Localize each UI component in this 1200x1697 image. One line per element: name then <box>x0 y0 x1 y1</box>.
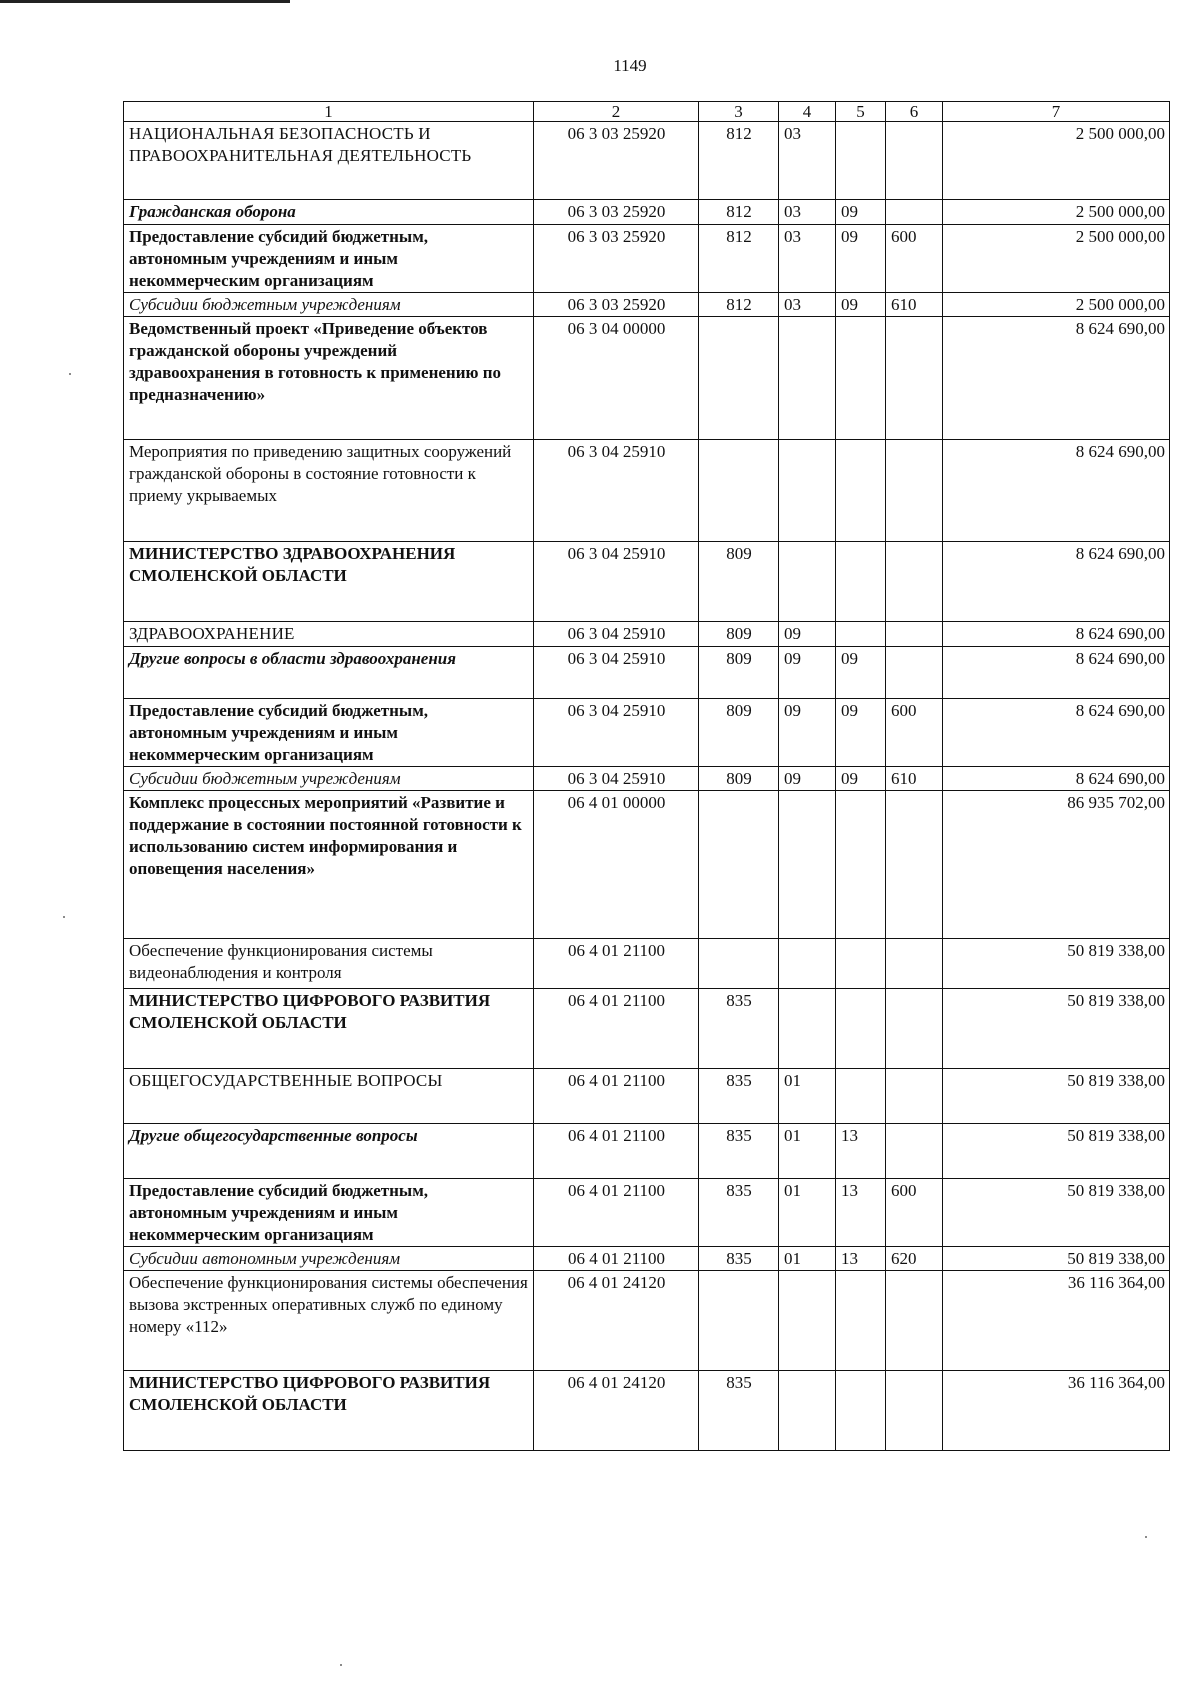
target-code: 06 3 03 25920 <box>534 200 699 225</box>
amount: 86 935 702,00 <box>943 791 1170 939</box>
row-name: МИНИСТЕРСТВО ЦИФРОВОГО РАЗВИТИЯ СМОЛЕНСКОЙ ОБЛАСТИ <box>124 1371 534 1451</box>
subsection-code <box>836 440 886 542</box>
section-code <box>779 317 836 440</box>
row-name: Предоставление субсидий бюджетным, автономным учреждениям и иным некоммерческим организациям <box>124 225 534 293</box>
target-code: 06 3 04 25910 <box>534 440 699 542</box>
subsection-code <box>836 939 886 989</box>
subsection-code <box>836 122 886 200</box>
row-name: НАЦИОНАЛЬНАЯ БЕЗОПАСНОСТЬ И ПРАВООХРАНИТЕЛЬНАЯ ДЕЯТЕЛЬНОСТЬ <box>124 122 534 200</box>
section-code: 01 <box>779 1247 836 1271</box>
budget-table <box>123 101 1170 1451</box>
target-code: 06 3 03 25920 <box>534 293 699 317</box>
table-header-row <box>124 102 1170 122</box>
row-name: ОБЩЕГОСУДАРСТВЕННЫЕ ВОПРОСЫ <box>124 1069 534 1124</box>
subsection-code <box>836 542 886 622</box>
section-code: 09 <box>779 647 836 699</box>
target-code: 06 3 04 25910 <box>534 542 699 622</box>
subsection-code: 09 <box>836 699 886 767</box>
column-header: 4 <box>779 102 836 122</box>
ministry-code: 835 <box>699 1124 779 1179</box>
column-header: 3 <box>699 102 779 122</box>
section-code: 09 <box>779 622 836 647</box>
section-code: 09 <box>779 699 836 767</box>
expense-type-code <box>886 1371 943 1451</box>
row-name: Другие общегосударственные вопросы <box>124 1124 534 1179</box>
section-code: 09 <box>779 767 836 791</box>
ministry-code: 812 <box>699 225 779 293</box>
subsection-code: 13 <box>836 1179 886 1247</box>
ministry-code <box>699 317 779 440</box>
ministry-code: 809 <box>699 699 779 767</box>
table-row <box>124 1179 1170 1247</box>
table-row <box>124 622 1170 647</box>
ministry-code: 809 <box>699 542 779 622</box>
section-code: 03 <box>779 225 836 293</box>
amount: 50 819 338,00 <box>943 1179 1170 1247</box>
expense-type-code <box>886 1069 943 1124</box>
section-code <box>779 1271 836 1371</box>
table-row <box>124 200 1170 225</box>
expense-type-code <box>886 440 943 542</box>
expense-type-code: 600 <box>886 225 943 293</box>
row-name: МИНИСТЕРСТВО ЗДРАВООХРАНЕНИЯ СМОЛЕНСКОЙ ОБЛАСТИ <box>124 542 534 622</box>
scan-speck <box>1145 1536 1147 1538</box>
subsection-code: 09 <box>836 767 886 791</box>
amount: 50 819 338,00 <box>943 1069 1170 1124</box>
column-header: 7 <box>943 102 1170 122</box>
ministry-code: 835 <box>699 1247 779 1271</box>
table-row <box>124 1271 1170 1371</box>
scan-edge-mark <box>0 0 290 3</box>
section-code: 01 <box>779 1179 836 1247</box>
expense-type-code: 610 <box>886 293 943 317</box>
column-header: 5 <box>836 102 886 122</box>
amount: 36 116 364,00 <box>943 1371 1170 1451</box>
section-code: 01 <box>779 1069 836 1124</box>
target-code: 06 4 01 21100 <box>534 1124 699 1179</box>
amount: 8 624 690,00 <box>943 622 1170 647</box>
subsection-code <box>836 1271 886 1371</box>
section-code <box>779 542 836 622</box>
subsection-code: 09 <box>836 647 886 699</box>
ministry-code: 812 <box>699 122 779 200</box>
expense-type-code <box>886 622 943 647</box>
ministry-code: 809 <box>699 767 779 791</box>
expense-type-code <box>886 647 943 699</box>
column-header: 6 <box>886 102 943 122</box>
target-code: 06 4 01 21100 <box>534 939 699 989</box>
table-row <box>124 1247 1170 1271</box>
ministry-code: 812 <box>699 293 779 317</box>
table-row <box>124 542 1170 622</box>
amount: 8 624 690,00 <box>943 699 1170 767</box>
amount: 2 500 000,00 <box>943 225 1170 293</box>
subsection-code: 09 <box>836 225 886 293</box>
subsection-code <box>836 1069 886 1124</box>
scan-speck <box>63 916 65 918</box>
table-row <box>124 293 1170 317</box>
table-row <box>124 1069 1170 1124</box>
table-row <box>124 317 1170 440</box>
subsection-code <box>836 989 886 1069</box>
target-code: 06 3 04 25910 <box>534 622 699 647</box>
target-code: 06 4 01 21100 <box>534 1069 699 1124</box>
row-name: Предоставление субсидий бюджетным, автономным учреждениям и иным некоммерческим организациям <box>124 699 534 767</box>
subsection-code <box>836 622 886 647</box>
row-name: Обеспечение функционирования системы обеспечения вызова экстренных оперативных служб по единому номеру «112» <box>124 1271 534 1371</box>
amount: 50 819 338,00 <box>943 989 1170 1069</box>
section-code: 03 <box>779 122 836 200</box>
row-name: Субсидии бюджетным учреждениям <box>124 293 534 317</box>
section-code: 01 <box>779 1124 836 1179</box>
subsection-code: 09 <box>836 293 886 317</box>
amount: 2 500 000,00 <box>943 122 1170 200</box>
table-row <box>124 647 1170 699</box>
scan-speck <box>340 1664 342 1666</box>
expense-type-code <box>886 200 943 225</box>
subsection-code <box>836 791 886 939</box>
target-code: 06 3 04 00000 <box>534 317 699 440</box>
expense-type-code <box>886 989 943 1069</box>
target-code: 06 4 01 24120 <box>534 1271 699 1371</box>
section-code <box>779 1371 836 1451</box>
section-code <box>779 989 836 1069</box>
target-code: 06 4 01 00000 <box>534 791 699 939</box>
table-row <box>124 939 1170 989</box>
section-code <box>779 791 836 939</box>
ministry-code: 835 <box>699 1179 779 1247</box>
row-name: Субсидии бюджетным учреждениям <box>124 767 534 791</box>
target-code: 06 3 03 25920 <box>534 225 699 293</box>
ministry-code: 835 <box>699 1069 779 1124</box>
ministry-code <box>699 791 779 939</box>
expense-type-code <box>886 939 943 989</box>
target-code: 06 3 04 25910 <box>534 647 699 699</box>
table-row <box>124 767 1170 791</box>
amount: 8 624 690,00 <box>943 542 1170 622</box>
ministry-code <box>699 440 779 542</box>
subsection-code: 13 <box>836 1247 886 1271</box>
subsection-code <box>836 317 886 440</box>
row-name: Гражданская оборона <box>124 200 534 225</box>
expense-type-code: 620 <box>886 1247 943 1271</box>
ministry-code: 812 <box>699 200 779 225</box>
row-name: Комплекс процессных мероприятий «Развитие и поддержание в состоянии постоянной готовности к использованию систем информирования и оповещения населения» <box>124 791 534 939</box>
row-name: Предоставление субсидий бюджетным, автономным учреждениям и иным некоммерческим организациям <box>124 1179 534 1247</box>
section-code <box>779 440 836 542</box>
ministry-code: 835 <box>699 989 779 1069</box>
amount: 2 500 000,00 <box>943 293 1170 317</box>
subsection-code <box>836 1371 886 1451</box>
expense-type-code: 600 <box>886 699 943 767</box>
table-row <box>124 699 1170 767</box>
row-name: Обеспечение функционирования системы видеонаблюдения и контроля <box>124 939 534 989</box>
target-code: 06 3 04 25910 <box>534 699 699 767</box>
row-name: Другие вопросы в области здравоохранения <box>124 647 534 699</box>
expense-type-code <box>886 122 943 200</box>
expense-type-code <box>886 542 943 622</box>
table-row <box>124 1124 1170 1179</box>
section-code <box>779 939 836 989</box>
section-code: 03 <box>779 200 836 225</box>
subsection-code: 13 <box>836 1124 886 1179</box>
page-number: 1149 <box>613 56 647 75</box>
scan-speck <box>69 373 71 375</box>
target-code: 06 4 01 21100 <box>534 1179 699 1247</box>
ministry-code <box>699 939 779 989</box>
table-row <box>124 440 1170 542</box>
target-code: 06 4 01 21100 <box>534 1247 699 1271</box>
amount: 36 116 364,00 <box>943 1271 1170 1371</box>
table-row <box>124 791 1170 939</box>
ministry-code: 835 <box>699 1371 779 1451</box>
row-name: МИНИСТЕРСТВО ЦИФРОВОГО РАЗВИТИЯ СМОЛЕНСКОЙ ОБЛАСТИ <box>124 989 534 1069</box>
row-name: Мероприятия по приведению защитных сооружений гражданской обороны в состояние готовности к приему укрываемых <box>124 440 534 542</box>
target-code: 06 4 01 21100 <box>534 989 699 1069</box>
amount: 50 819 338,00 <box>943 1124 1170 1179</box>
expense-type-code: 610 <box>886 767 943 791</box>
expense-type-code: 600 <box>886 1179 943 1247</box>
table-row <box>124 225 1170 293</box>
amount: 8 624 690,00 <box>943 647 1170 699</box>
ministry-code: 809 <box>699 647 779 699</box>
expense-type-code <box>886 1271 943 1371</box>
table-row <box>124 1371 1170 1451</box>
amount: 2 500 000,00 <box>943 200 1170 225</box>
expense-type-code <box>886 317 943 440</box>
target-code: 06 3 04 25910 <box>534 767 699 791</box>
expense-type-code <box>886 1124 943 1179</box>
column-header: 1 <box>124 102 534 122</box>
row-name: Ведомственный проект «Приведение объектов гражданской обороны учреждений здравоохранения в готовность к применению по предназначению» <box>124 317 534 440</box>
amount: 8 624 690,00 <box>943 767 1170 791</box>
target-code: 06 3 03 25920 <box>534 122 699 200</box>
target-code: 06 4 01 24120 <box>534 1371 699 1451</box>
section-code: 03 <box>779 293 836 317</box>
subsection-code: 09 <box>836 200 886 225</box>
row-name: ЗДРАВООХРАНЕНИЕ <box>124 622 534 647</box>
amount: 8 624 690,00 <box>943 317 1170 440</box>
ministry-code: 809 <box>699 622 779 647</box>
amount: 50 819 338,00 <box>943 1247 1170 1271</box>
table-row <box>124 122 1170 200</box>
expense-type-code <box>886 791 943 939</box>
ministry-code <box>699 1271 779 1371</box>
amount: 8 624 690,00 <box>943 440 1170 542</box>
amount: 50 819 338,00 <box>943 939 1170 989</box>
row-name: Субсидии автономным учреждениям <box>124 1247 534 1271</box>
column-header: 2 <box>534 102 699 122</box>
table-row <box>124 989 1170 1069</box>
